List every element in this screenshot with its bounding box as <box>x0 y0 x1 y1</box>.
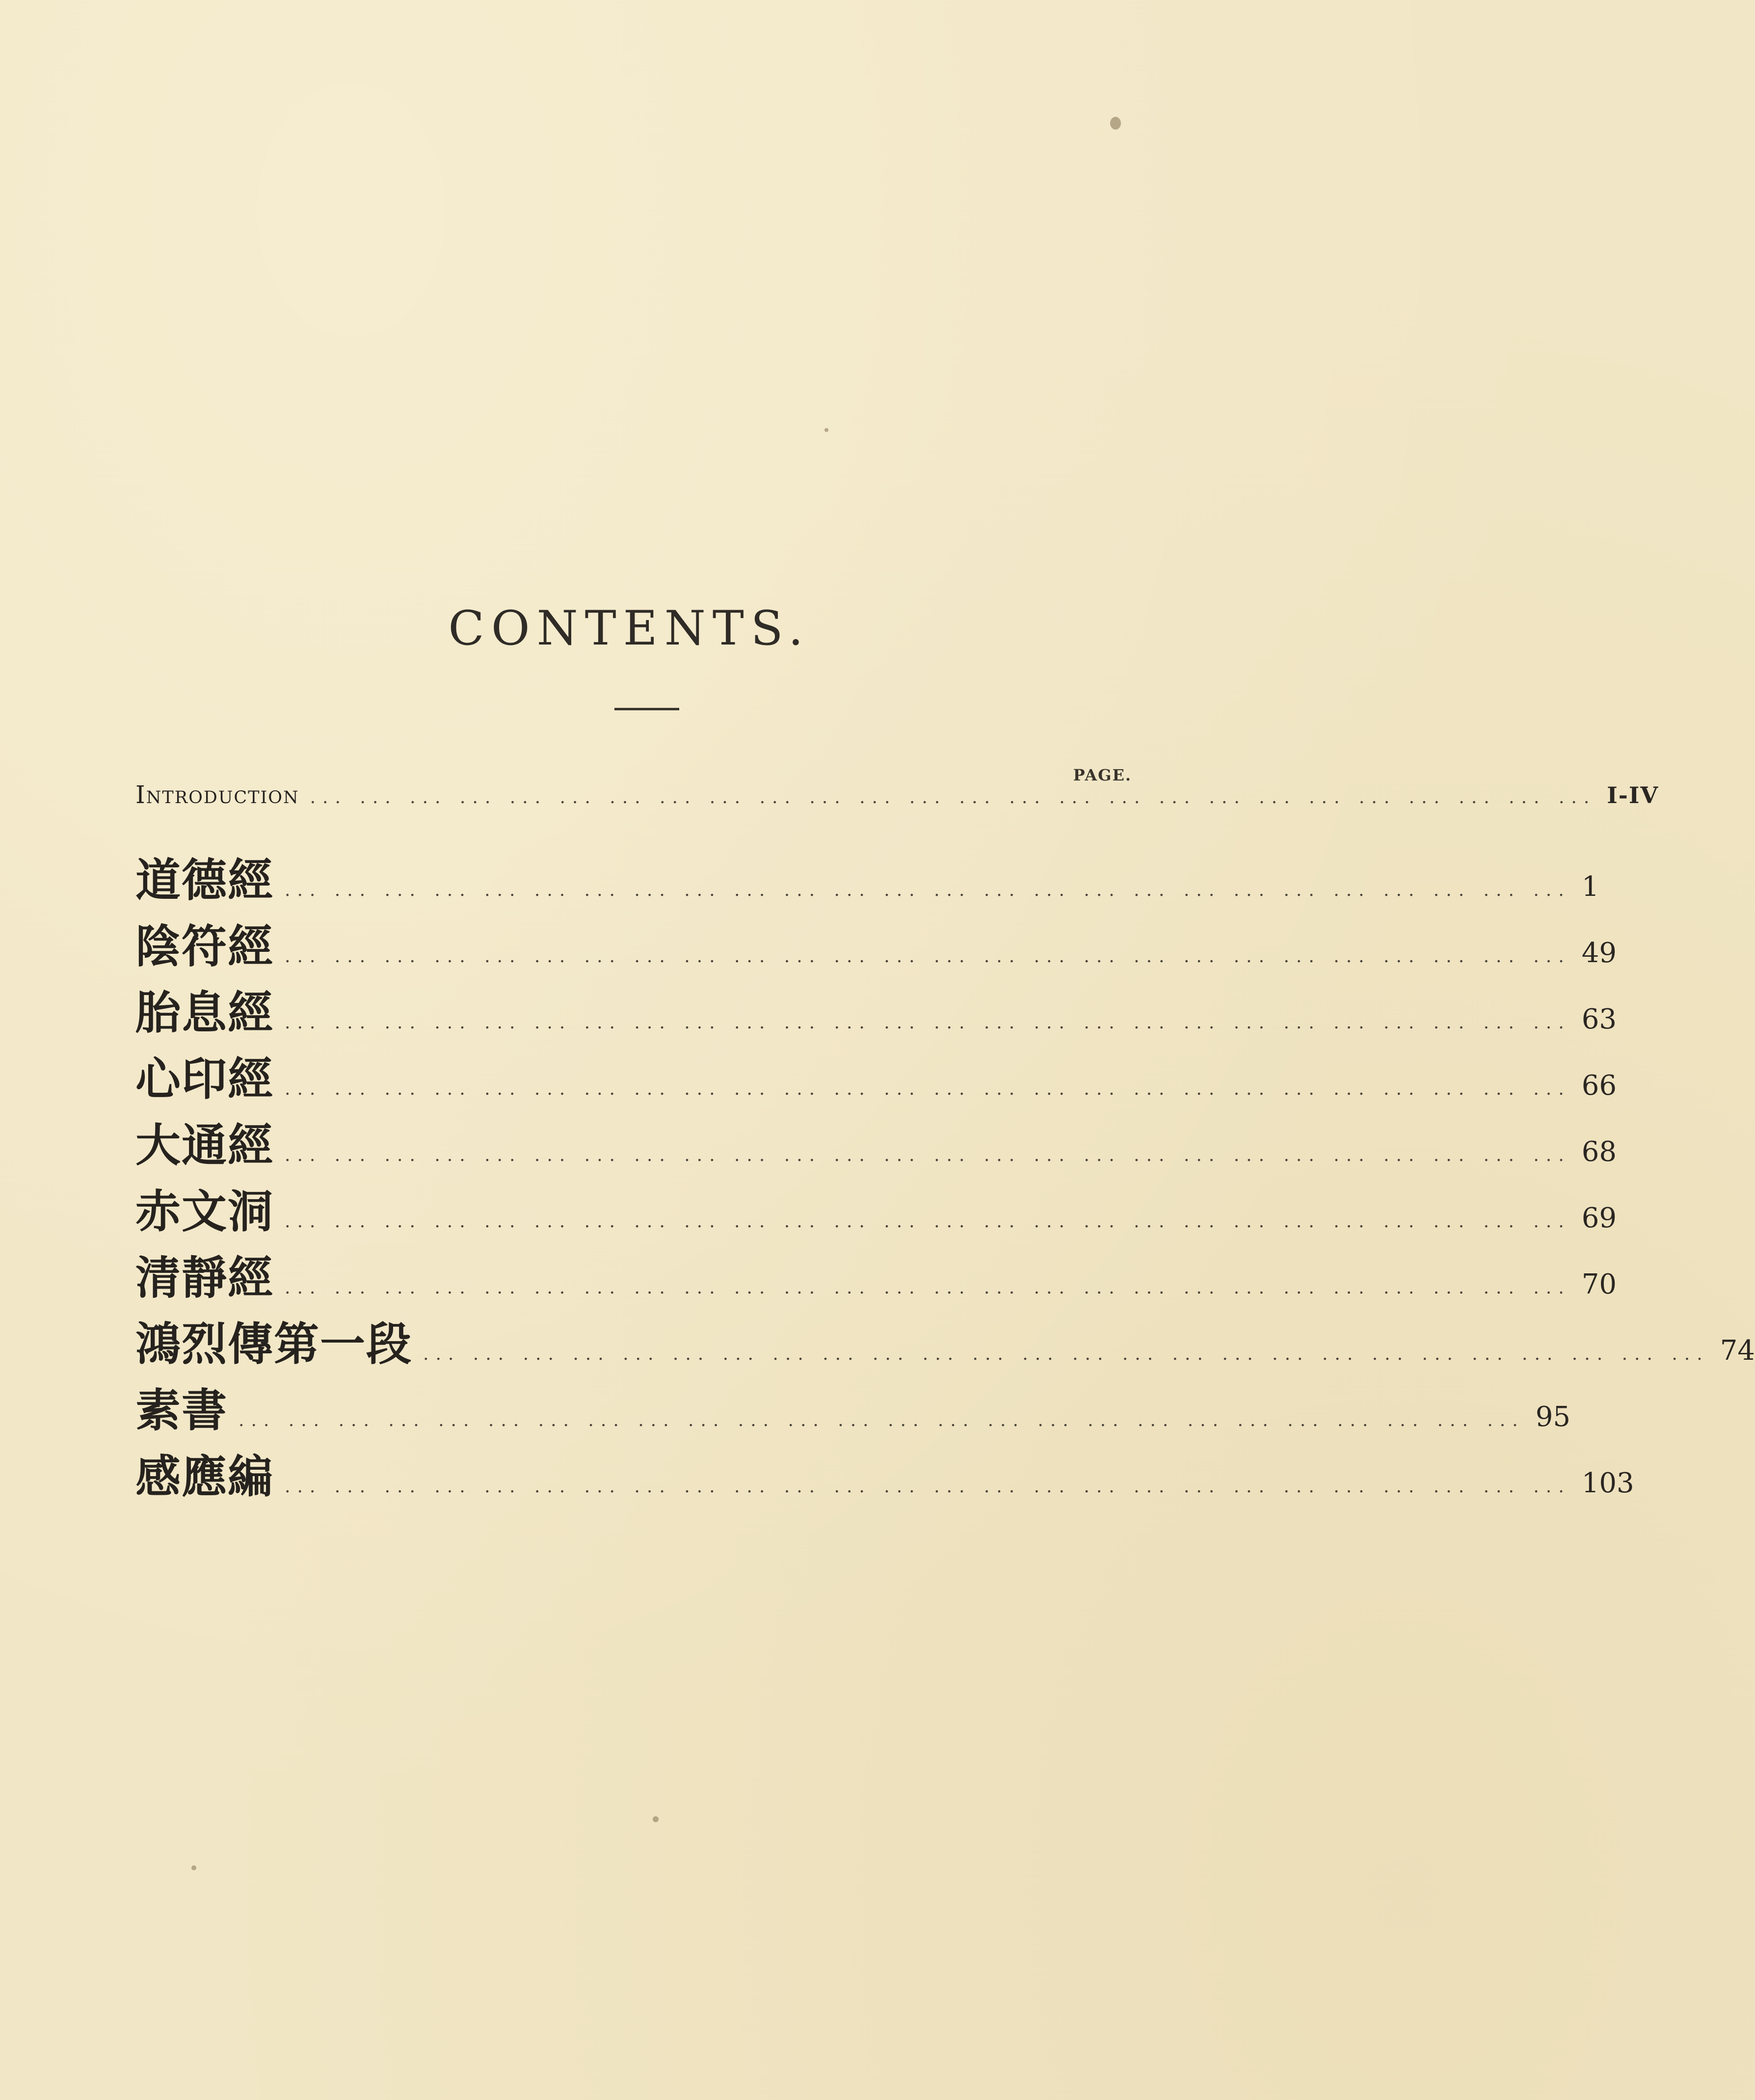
toc-entry-introduction[interactable] <box>135 781 1659 809</box>
toc-entry-label: 道德經 <box>135 854 274 907</box>
dot-leader: ... ... ... ... ... ... ... ... ... ... ... ... ... ... ... ... ... ... ... ... ... ... ... ... ... ... <box>285 1212 1571 1232</box>
paper-speck <box>191 1865 196 1870</box>
paper-speck <box>653 1816 659 1822</box>
toc-entry[interactable] <box>135 1441 1634 1506</box>
toc-entry-page: 103 <box>1581 1467 1634 1499</box>
toc-entry-page: 68 <box>1581 1136 1617 1168</box>
paper-speck <box>824 428 828 432</box>
paper-speck <box>1110 117 1121 130</box>
dot-leader: ... ... ... ... ... ... ... ... ... ... ... ... ... ... ... ... ... ... ... ... ... ... ... ... ... ... <box>285 946 1571 967</box>
toc-entry-label: 感應編 <box>135 1451 274 1503</box>
toc-entry-label: 清靜經 <box>135 1252 274 1304</box>
dot-leader: ... ... ... ... ... ... ... ... ... ... ... ... ... ... ... ... ... ... ... ... ... ... ... ... ... ... <box>285 1477 1571 1497</box>
toc-entry-page: 70 <box>1581 1268 1617 1300</box>
toc-entry-label: 心印經 <box>135 1053 274 1105</box>
toc-entry[interactable] <box>135 844 1599 909</box>
toc-entry-page: 69 <box>1581 1202 1617 1234</box>
toc-entry-label: Introduction <box>135 781 299 809</box>
toc-entry[interactable] <box>135 1308 1755 1373</box>
toc-entry-label: 大通經 <box>135 1119 274 1172</box>
toc-entry-label: 胎息經 <box>135 987 274 1039</box>
dot-leader: ... ... ... ... ... ... ... ... ... ... ... ... ... ... ... ... ... ... ... ... ... ... ... ... ... ... <box>239 1410 1525 1430</box>
dot-leader: ... ... ... ... ... ... ... ... ... ... ... ... ... ... ... ... ... ... ... ... ... ... ... ... ... ... <box>310 787 1596 808</box>
toc-entry[interactable] <box>135 977 1617 1042</box>
toc-entry-label: 赤文洞 <box>135 1185 274 1238</box>
toc-entry-page: 74 <box>1720 1335 1755 1367</box>
toc-entry-page: 1 <box>1581 871 1599 903</box>
dot-leader: ... ... ... ... ... ... ... ... ... ... ... ... ... ... ... ... ... ... ... ... ... ... ... ... ... ... <box>285 1079 1571 1099</box>
contents-title: CONTENTS. <box>448 601 810 656</box>
toc-entry[interactable] <box>135 1043 1617 1108</box>
toc-entry-page: 95 <box>1535 1401 1570 1433</box>
dot-leader: ... ... ... ... ... ... ... ... ... ... ... ... ... ... ... ... ... ... ... ... ... ... ... ... ... ... <box>285 1145 1571 1165</box>
toc-entry-page: I-IV <box>1607 782 1659 808</box>
toc-entry[interactable] <box>135 1176 1617 1240</box>
toc-entry[interactable] <box>135 1374 1570 1439</box>
dot-leader: ... ... ... ... ... ... ... ... ... ... ... ... ... ... ... ... ... ... ... ... ... ... ... ... ... ... <box>285 1278 1571 1298</box>
toc-entry-label: 陰符經 <box>135 920 274 973</box>
toc-entry-page: 49 <box>1581 937 1617 969</box>
title-rule <box>614 708 679 710</box>
toc-entry-label: 鴻烈傳第一段 <box>135 1318 413 1371</box>
dot-leader: ... ... ... ... ... ... ... ... ... ... ... ... ... ... ... ... ... ... ... ... ... ... ... ... ... ... <box>285 880 1571 900</box>
page-column-header: PAGE. <box>1073 766 1132 784</box>
dot-leader: ... ... ... ... ... ... ... ... ... ... ... ... ... ... ... ... ... ... ... ... ... ... ... ... ... ... <box>423 1344 1709 1364</box>
toc-entry[interactable] <box>135 1109 1617 1174</box>
toc-entry[interactable] <box>135 911 1617 975</box>
toc-entry-page: 66 <box>1581 1070 1617 1102</box>
toc-entry-label: 素書 <box>135 1384 228 1437</box>
toc-entry-page: 63 <box>1581 1003 1617 1035</box>
dot-leader: ... ... ... ... ... ... ... ... ... ... ... ... ... ... ... ... ... ... ... ... ... ... ... ... ... ... <box>285 1013 1571 1033</box>
toc-entry[interactable] <box>135 1242 1617 1307</box>
